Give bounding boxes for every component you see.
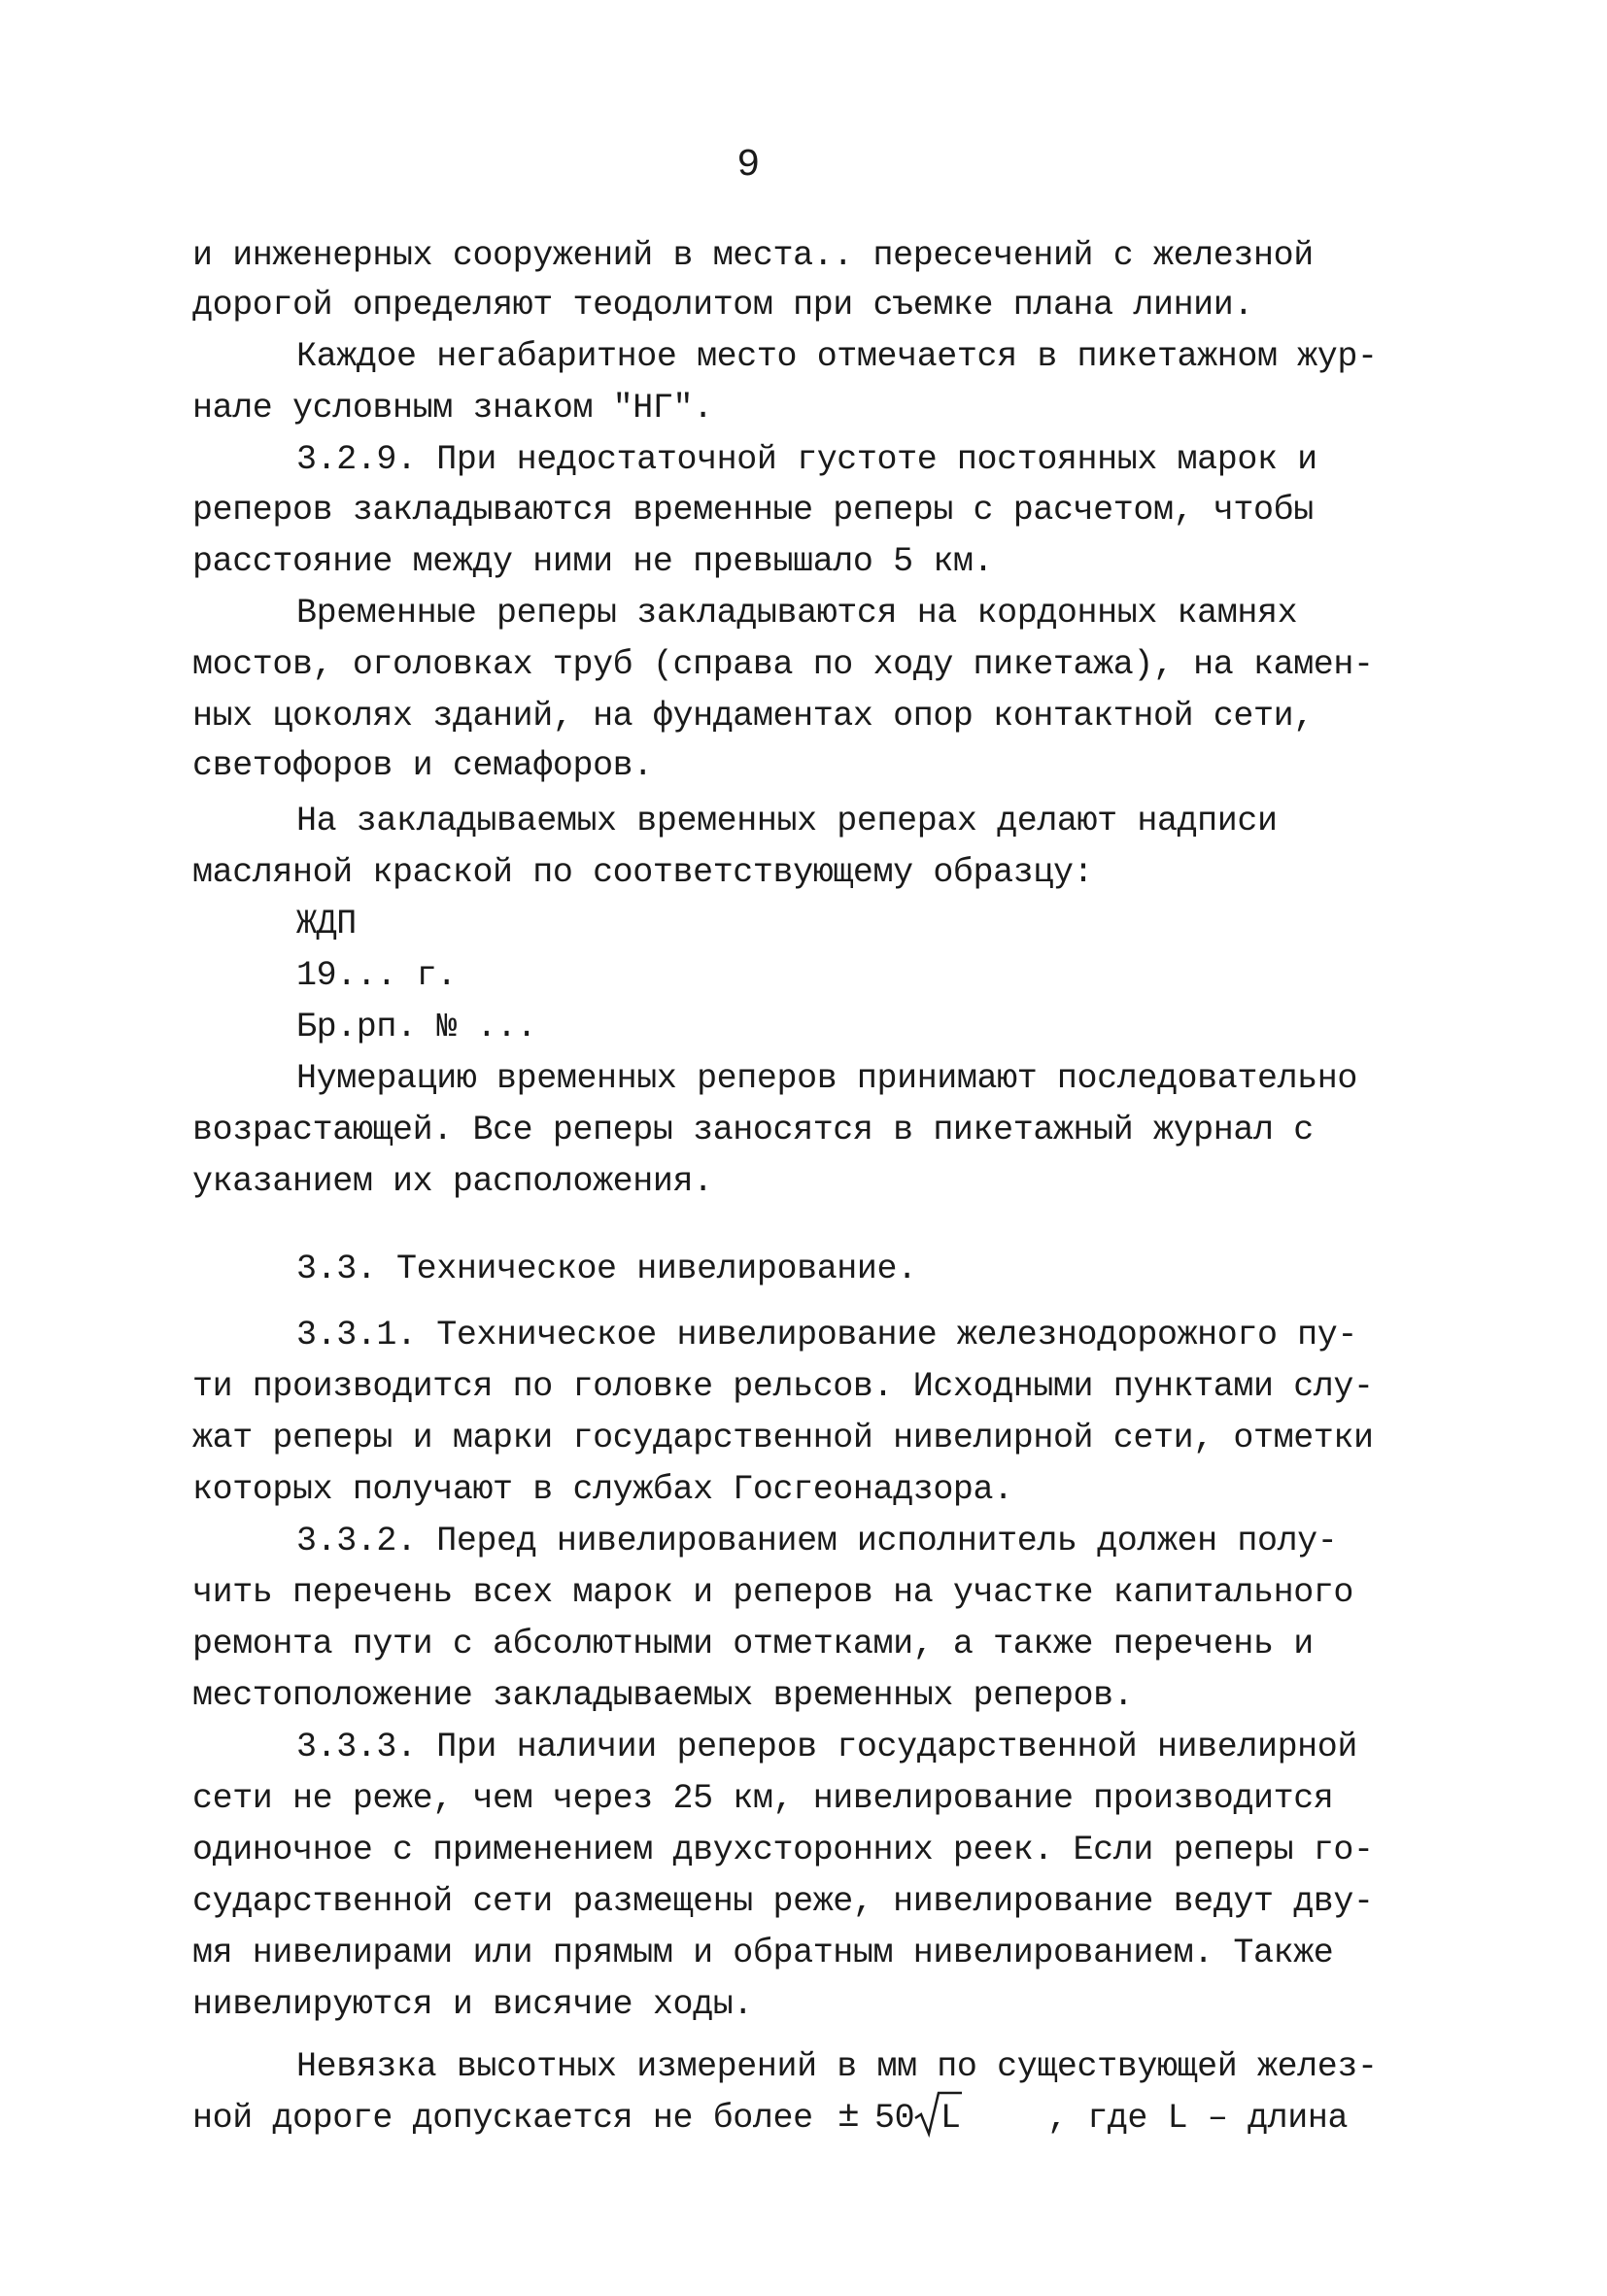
text-line: светофоров и семафоров.	[192, 746, 653, 785]
text-line: расстояние между ними не превышало 5 км.	[192, 542, 994, 581]
text-line: мостов, оголовках труб (справа по ходу пикетажа), на камен-	[192, 645, 1374, 684]
text-line: Каждое негабаритное место отмечается в пикетажном жур-	[296, 337, 1378, 376]
text-line: Нумерацию временных реперов принимают последовательно	[296, 1059, 1357, 1098]
text-line: которых получают в службах Госгеонадзора.	[192, 1470, 1013, 1509]
text-line: 3.3.2. Перед нивелированием исполнитель должен полу-	[296, 1522, 1338, 1560]
formula-tail: , где L – длина	[1047, 2099, 1349, 2138]
text-line: реперов закладываются временные реперы с расчетом, чтобы	[192, 491, 1314, 530]
plus-minus-sign: ±	[838, 2096, 860, 2138]
text-line: 3.2.9. При недостаточной густоте постоянных марок и	[296, 440, 1317, 479]
text-line: указанием их расположения.	[192, 1162, 713, 1201]
text-line: ти производится по головке рельсов. Исходными пунктами слу-	[192, 1367, 1374, 1406]
text-line: возрастающей. Все реперы заносятся в пикетажный журнал с	[192, 1111, 1314, 1149]
text-line: ремонта пути с абсолютными отметками, а также перечень и	[192, 1625, 1314, 1663]
page-number: 9	[736, 144, 760, 188]
text-line: нивелируются и висячие ходы.	[192, 1985, 753, 2024]
text-line: ных цоколях зданий, на фундаментах опор контактной сети,	[192, 697, 1314, 736]
text-line: дорогой определяют теодолитом при съемке плана линии.	[192, 286, 1253, 325]
section-heading: 3.3. Техническое нивелирование.	[296, 1250, 917, 1288]
text-line: местоположение закладываемых временных реперов.	[192, 1676, 1134, 1715]
text-line: одиночное с применением двухсторонних реек. Если реперы го-	[192, 1831, 1374, 1869]
sample-inscription-line: Бр.рп. № ...	[296, 1008, 537, 1046]
text-line: жат реперы и марки государственной нивелирной сети, отметки	[192, 1419, 1374, 1457]
text-line: и инженерных сооружений в места.. пересечений с железной	[192, 236, 1314, 275]
text-line: нале условным знаком "НГ".	[192, 389, 713, 428]
text-line: Невязка высотных измерений в мм по существующей желез-	[296, 2047, 1378, 2086]
text-line: масляной краской по соответствующему образцу:	[192, 853, 1094, 892]
text-line: Временные реперы закладываются на кордонных камнях	[296, 594, 1298, 633]
text-line: чить перечень всех марок и реперов на участке капитального	[192, 1573, 1353, 1612]
text-line: сети не реже, чем через 25 км, нивелирование производится	[192, 1779, 1334, 1818]
text-line: ной дороге допускается не более	[192, 2099, 813, 2138]
formula-variable: L	[940, 2099, 961, 2138]
sample-inscription-line: 19... г.	[296, 956, 457, 995]
text-line: мя нивелирами или прямым и обратным нивелированием. Также	[192, 1934, 1334, 1972]
formula-coefficient: 50	[874, 2099, 915, 2138]
sample-inscription-line: ЖДП	[296, 905, 357, 943]
text-line: 3.3.3. При наличии реперов государственной нивелирной	[296, 1728, 1357, 1766]
text-line: На закладываемых временных реперах делают надписи	[296, 802, 1278, 840]
text-line: 3.3.1. Техническое нивелирование железнодорожного пу-	[296, 1316, 1357, 1354]
text-line: сударственной сети размещены реже, нивелирование ведут дву-	[192, 1882, 1374, 1921]
